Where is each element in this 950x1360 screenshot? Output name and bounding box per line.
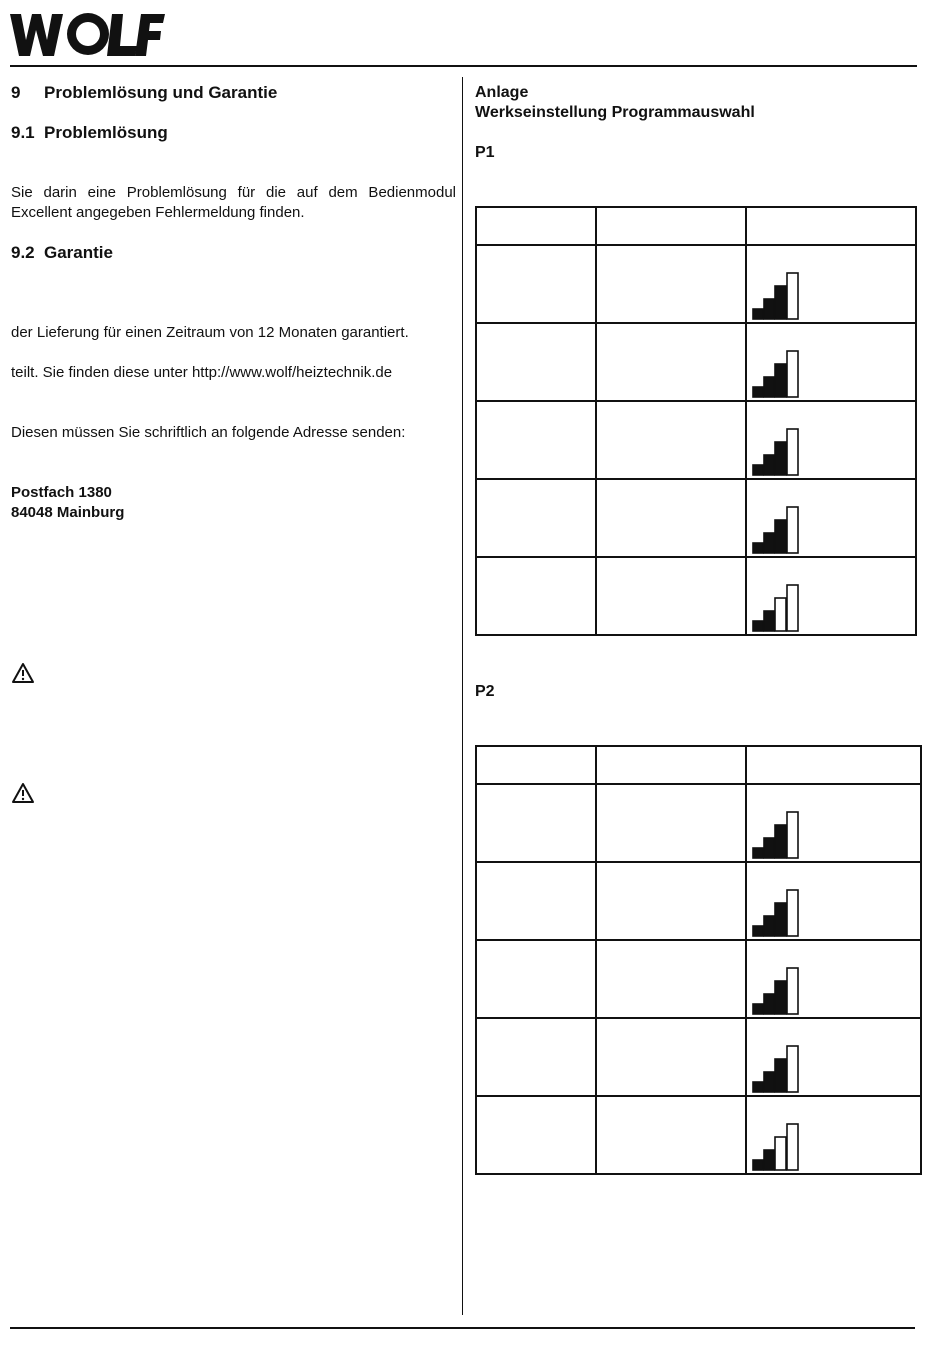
subsection-title: Problemlösung: [44, 123, 168, 142]
level-bar: [775, 364, 786, 397]
warranty-text-1: der Lieferung für einen Zeitraum von 12 Monaten garantiert.: [11, 324, 409, 341]
warranty-text-2: teilt. Sie finden diese unter http://www.wolf/heiztechnik.de: [11, 364, 393, 381]
level-bar: [753, 543, 763, 553]
address-line: 84048 Mainburg: [11, 504, 125, 521]
section-heading: [11, 83, 277, 103]
level-bars-icon: [752, 1043, 802, 1093]
level-bar: [753, 1004, 763, 1014]
level-bar: [764, 1150, 774, 1170]
table-row: [476, 245, 916, 323]
warning-triangle-icon: [11, 782, 35, 804]
table-header-row: [476, 207, 916, 245]
level-bar: [787, 273, 798, 319]
level-bar: [775, 598, 786, 631]
level-bar: [775, 1137, 786, 1170]
level-bar: [753, 309, 763, 319]
level-bar: [787, 968, 798, 1014]
subsection-heading-problem: [11, 123, 168, 143]
table-row: [476, 557, 916, 635]
problem-text: Sie darin eine Problemlösung für die auf dem Bedienmodul Excellent angegeben Fehlermeldung finden.: [11, 184, 456, 221]
level-bars-icon: [752, 965, 802, 1015]
level-bar: [753, 926, 763, 936]
table-row: [476, 862, 921, 940]
header-rule: [10, 65, 917, 67]
level-bars-icon: [752, 1121, 802, 1171]
level-bar: [775, 981, 786, 1014]
level-bar: [787, 1046, 798, 1092]
subsection-number: 9.1: [11, 123, 35, 142]
appendix-title: Anlage: [475, 84, 529, 101]
level-bar: [775, 825, 786, 858]
program-table-p2: [475, 745, 922, 1175]
level-bar: [764, 377, 774, 397]
level-bar: [775, 442, 786, 475]
level-bar: [764, 916, 774, 936]
level-bar: [787, 1124, 798, 1170]
table-header-row: [476, 746, 921, 784]
address-line: Postfach 1380: [11, 484, 112, 501]
table-row: [476, 1018, 921, 1096]
subsection-title: Garantie: [44, 243, 113, 262]
level-bar: [753, 1082, 763, 1092]
level-bars-icon: [752, 426, 802, 476]
level-bars-icon: [752, 809, 802, 859]
level-bar: [764, 994, 774, 1014]
table-row: [476, 1096, 921, 1174]
level-bar: [775, 286, 786, 319]
level-bars-icon: [752, 504, 802, 554]
program-label-p1: P1: [475, 144, 495, 161]
program-label-p2: P2: [475, 683, 495, 700]
level-bar: [764, 611, 774, 631]
level-bars-icon: [752, 887, 802, 937]
level-bar: [787, 351, 798, 397]
warranty-text-3: Diesen müssen Sie schriftlich an folgende Adresse senden:: [11, 424, 406, 441]
section-title: Problemlösung und Garantie: [44, 83, 278, 102]
level-bar: [753, 465, 763, 475]
level-bar: [787, 890, 798, 936]
level-bar: [753, 387, 763, 397]
program-table-p1: [475, 206, 917, 636]
level-bar: [764, 299, 774, 319]
level-bar: [787, 429, 798, 475]
level-bar: [787, 812, 798, 858]
footer-rule: [10, 1327, 915, 1329]
subsection-heading-warranty: [11, 243, 113, 263]
table-row: [476, 940, 921, 1018]
wolf-logo: [10, 12, 165, 58]
warning-triangle-icon: [11, 662, 35, 684]
table-row: [476, 401, 916, 479]
column-divider: [462, 77, 463, 1315]
level-bar: [753, 848, 763, 858]
level-bars-icon: [752, 582, 802, 632]
table-row: [476, 479, 916, 557]
level-bar: [764, 455, 774, 475]
subsection-number: 9.2: [11, 243, 35, 262]
level-bar: [775, 1059, 786, 1092]
level-bar: [753, 621, 763, 631]
level-bars-icon: [752, 270, 802, 320]
appendix-subtitle: Werkseinstellung Programmauswahl: [475, 104, 755, 121]
table-row: [476, 784, 921, 862]
level-bar: [753, 1160, 763, 1170]
level-bar: [775, 520, 786, 553]
level-bar: [787, 585, 798, 631]
section-number: 9: [11, 83, 21, 102]
level-bar: [787, 507, 798, 553]
level-bars-icon: [752, 348, 802, 398]
table-row: [476, 323, 916, 401]
level-bar: [764, 1072, 774, 1092]
level-bar: [764, 533, 774, 553]
level-bar: [775, 903, 786, 936]
level-bar: [764, 838, 774, 858]
